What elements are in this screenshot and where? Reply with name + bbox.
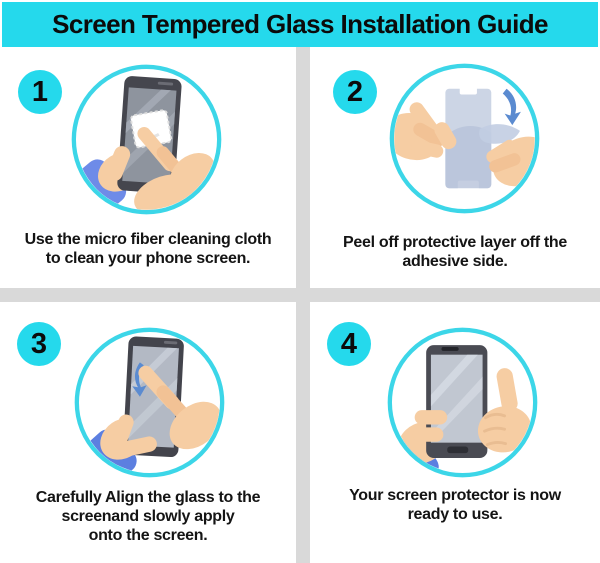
step-2-panel	[310, 47, 600, 288]
step-1-illustration-cleaning-cloth-icon	[70, 63, 223, 216]
step-2-number: 2	[346, 75, 364, 108]
step-4-panel	[310, 302, 600, 563]
step-3-number: 3	[30, 327, 48, 360]
step-3-caption-line-3: onto the screen.	[88, 527, 208, 544]
step-3-caption	[0, 488, 296, 545]
step-2-caption	[310, 233, 600, 271]
step-4-caption-line-2: ready to use.	[407, 506, 503, 523]
step-3-illustration-align-glass-icon	[73, 326, 226, 479]
step-1-panel	[0, 47, 296, 288]
vertical-divider	[296, 47, 310, 563]
step-4-caption	[310, 486, 600, 524]
step-4-caption-line-1: Your screen protector is now	[349, 487, 561, 504]
horizontal-divider	[0, 288, 600, 302]
step-4-number-badge	[327, 322, 371, 366]
step-1-number: 1	[31, 75, 49, 108]
step-1-number-badge	[18, 70, 62, 114]
step-1-caption	[0, 230, 296, 268]
step-3-caption-line-2: screenand slowly apply	[61, 508, 235, 525]
step-1-caption-line-1: Use the micro fiber cleaning cloth	[24, 231, 272, 248]
step-4-number: 4	[340, 327, 358, 360]
step-3-panel	[0, 302, 296, 563]
step-4-illustration-thumbs-up-icon	[386, 326, 539, 479]
step-2-illustration-peel-film-icon	[388, 62, 541, 215]
step-2-caption-line-1: Peel off protective layer off the	[343, 234, 567, 251]
header-banner	[2, 2, 598, 47]
step-3-number-badge	[17, 322, 61, 366]
page-title: Screen Tempered Glass Installation Guide	[52, 9, 548, 39]
step-1-caption-line-2: to clean your phone screen.	[45, 250, 251, 267]
step-2-caption-line-2: adhesive side.	[402, 253, 508, 270]
step-3-caption-line-1: Carefully Align the glass to the	[35, 489, 261, 506]
step-2-number-badge	[333, 70, 377, 114]
